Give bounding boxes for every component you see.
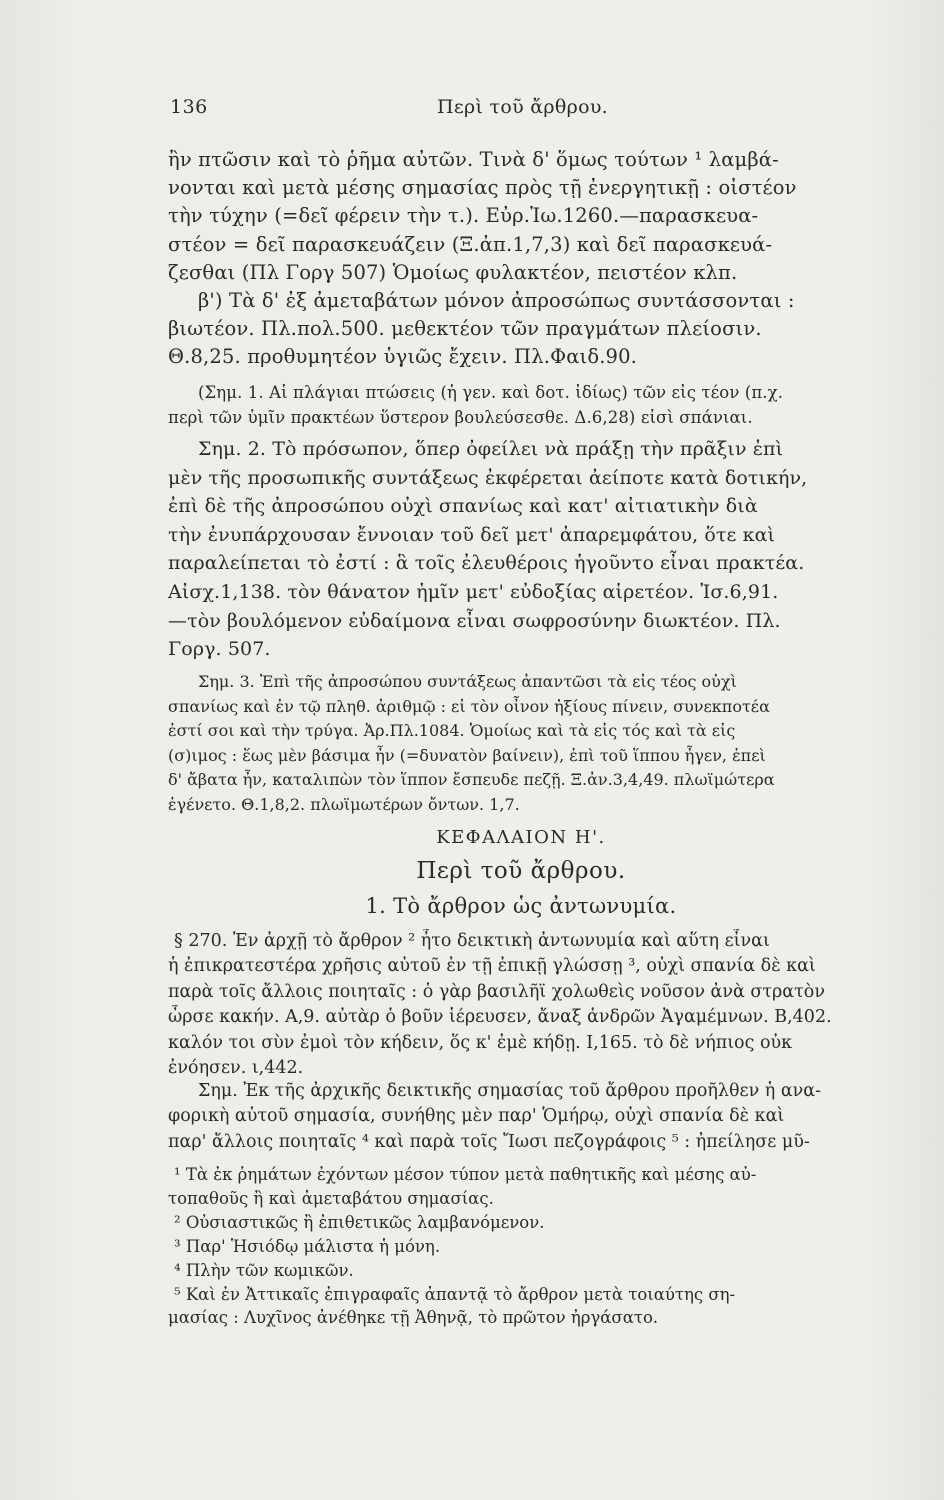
text-line: (σ)ιμος : ἕως μὲν βάσιμα ἦν (=δυνατὸν βαίνειν), ἐπὶ τοῦ ἵππου ἦγεν, ἐπεὶ	[168, 745, 766, 765]
paragraph-270	[168, 929, 874, 1081]
note-270	[168, 1079, 874, 1155]
text-line: Θ.8,25. προθυμητέον ὑγιῶς ἔχειν. Πλ.Φαιδ.90.	[168, 345, 638, 369]
section-title: 1. Τὸ ἄρθρον ὡς ἀντωνυμία.	[365, 894, 677, 918]
text-line: ἐνόησεν. ι,442.	[168, 1058, 304, 1079]
running-title: Περὶ τοῦ ἄρθρου.	[436, 96, 609, 118]
footnote-line: ⁴ Πλὴν τῶν κωμικῶν.	[174, 1260, 354, 1280]
text-line: ἐστί σοι καὶ τὴν τρύγα. Ἀρ.Πλ.1084. Ὁμοίως καὶ τὰ εἰς τός καὶ τὰ εἰς	[168, 721, 736, 741]
text-line: ἐγένετο. Θ.1,8,2. πλωϊμωτέρων ὄντων. 1,7.	[168, 794, 520, 814]
footnote-line: ³ Παρ' Ἡσιόδῳ μάλιστα ἡ μόνη.	[174, 1236, 441, 1256]
text-line: μὲν τῆς προσωπικῆς συντάξεως ἐκφέρεται ἀείποτε κατὰ δοτικήν,	[168, 466, 808, 489]
text-line: ὦρσε κακήν. Α,9. αὐτὰρ ὁ βοῦν ἱέρευσεν, ἄναξ ἀνδρῶν Ἀγαμέμνων. Β,402.	[168, 1007, 832, 1028]
text-line: φορικὴ αὐτοῦ σημασία, συνήθης μὲν παρ' Ὁμήρῳ, οὐχὶ σπανία δὲ καὶ	[168, 1106, 785, 1127]
text-line: § 270. Ἐν ἀρχῇ τὸ ἄρθρον ² ἦτο δεικτικὴ ἀντωνυμία καὶ αὕτη εἶναι	[174, 931, 770, 951]
text-line: περὶ τῶν ὑμῖν πρακτέων ὕστερον βουλεύσεσθε. Δ.6,28) εἰσὶ σπάνιαι.	[168, 407, 753, 427]
text-line: Αἰσχ.1,138. τὸν θάνατον ἡμῖν μετ' εὐδοξίας αἱρετέον. Ἰσ.6,91.	[168, 580, 779, 603]
text-line: Γοργ. 507.	[168, 638, 271, 661]
note-3	[168, 670, 874, 818]
page-header	[170, 96, 875, 126]
footnote-line: ⁵ Καὶ ἐν Ἀττικαῖς ἐπιγραφαῖς ἀπαντᾷ τὸ ἄρθρον μετὰ τοιαύτης ση-	[174, 1284, 736, 1304]
text-line: β') Τὰ δ' ἐξ ἀμεταβάτων μόνον ἀπροσώπως συντάσσονται :	[198, 289, 795, 313]
text-line: Σημ. Ἐκ τῆς ἀρχικῆς δεικτικῆς σημασίας τοῦ ἄρθρου προῆλθεν ἡ ανα-	[198, 1081, 822, 1101]
text-line: βιωτέον. Πλ.πολ.500. μεθεκτέον τῶν πραγμάτων πλείοσιν.	[168, 317, 762, 341]
text-line: παρ' ἄλλοις ποιηταῖς ⁴ καὶ παρὰ τοῖς Ἴωσι πεζογράφοις ⁵ : ἠπείλησε μῦ-	[168, 1131, 810, 1152]
text-line: (Σημ. 1. Αἱ πλάγιαι πτώσεις (ἡ γεν. καὶ δοτ. ἰδίως) τῶν εἰς τέον (π.χ.	[198, 383, 784, 402]
text-line: νονται καὶ μετὰ μέσης σημασίας πρὸς τῇ ἐνεργητικῇ : οἰστέον	[168, 176, 797, 200]
text-line: ἐπὶ δὲ τῆς ἀπροσώπου οὐχὶ σπανίως καὶ κατ' αἰτιατικὴν διὰ	[168, 495, 758, 518]
text-line: Σημ. 2. Τὸ πρόσωπον, ὅπερ ὀφείλει νὰ πράξῃ τὴν πρᾶξιν ἐπὶ	[198, 438, 784, 460]
note-1	[168, 381, 874, 431]
chapter-title: Περὶ τοῦ ἄρθρου.	[416, 858, 626, 884]
text-line: σπανίως καὶ ἐν τῷ πληθ. ἀριθμῷ : εἰ τὸν οἶνον ἠξίους πίνειν, συνεκποτέα	[168, 696, 770, 716]
top-paragraph	[168, 146, 874, 372]
text-line: τὴν τύχην (=δεῖ φέρειν τὴν τ.). Εὐρ.Ἰω.1260.—παρασκευα-	[168, 204, 759, 228]
text-line: καλόν τοι σὺν ἐμοὶ τὸν κήδειν, ὅς κ' ἐμὲ κήδῃ. Ι,165. τὸ δὲ νήπιος οὐκ	[168, 1032, 793, 1053]
text-line: τὴν ἐνυπάρχουσαν ἔννοιαν τοῦ δεῖ μετ' ἀπαρεμφάτου, ὅτε καὶ	[168, 523, 776, 546]
chapter-heading: ΚΕΦΑΛΑΙΟΝ Η'.	[436, 827, 606, 848]
footnote-line: ² Οὐσιαστικῶς ἢ ἐπιθετικῶς λαμβανόμενον.	[174, 1212, 545, 1232]
footnotes	[168, 1163, 874, 1330]
text-line: ζεσθαι (Πλ Γοργ 507) Ὁμοίως φυλακτέον, πειστέον κλπ.	[168, 260, 738, 284]
text-line: ἡ ἐπικρατεστέρα χρῆσις αὐτοῦ ἐν τῇ ἐπικῇ γλώσσῃ ³, οὐχὶ σπανία δὲ καὶ	[168, 956, 816, 977]
text-line: παρὰ τοῖς ἄλλοις ποιηταῖς : ὁ γὰρ βασιλῆϊ χολωθεὶς νοῦσον ἀνὰ στρατὸν	[168, 981, 825, 1002]
text-line: στέον = δεῖ παρασκευάζειν (Ξ.ἀπ.1,7,3) καὶ δεῖ παρασκευά-	[168, 232, 773, 256]
footnote-line: ¹ Τὰ ἐκ ῥημάτων ἐχόντων μέσον τύπον μετὰ παθητικῆς καὶ μέσης αὐ-	[174, 1165, 757, 1184]
text-line: —τὸν βουλόμενον εὐδαίμονα εἶναι σωφροσύνην διωκτέον. Πλ.	[168, 609, 781, 632]
text-line: ἢν πτῶσιν καὶ τὸ ῥῆμα αὐτῶν. Τινὰ δ' ὅμως τούτων ¹ λαμβά-	[168, 148, 779, 171]
page-number: 136	[170, 96, 208, 118]
footnote-line: τοπαθοῦς ἢ καὶ ἀμεταβάτου σημασίας.	[168, 1188, 494, 1208]
text-line: παραλείπεται τὸ ἐστί : ἃ τοῖς ἐλευθέροις ἡγοῦντο εἶναι πρακτέα.	[168, 552, 805, 575]
note-2	[168, 435, 874, 664]
text-line: Σημ. 3. Ἐπὶ τῆς ἀπροσώπου συντάξεως ἀπαντῶσι τὰ εἰς τέος οὐχὶ	[198, 672, 737, 691]
text-line: δ' ἄβατα ἦν, καταλιπὼν τὸν ἵππον ἔσπευδε πεζῇ. Ξ.ἀν.3,4,49. πλωϊμώτερα	[168, 770, 775, 790]
footnote-line: μασίας : Λυχῖνος ἀνέθηκε τῇ Ἀθηνᾷ, τὸ πρῶτον ἠργάσατο.	[168, 1308, 659, 1328]
